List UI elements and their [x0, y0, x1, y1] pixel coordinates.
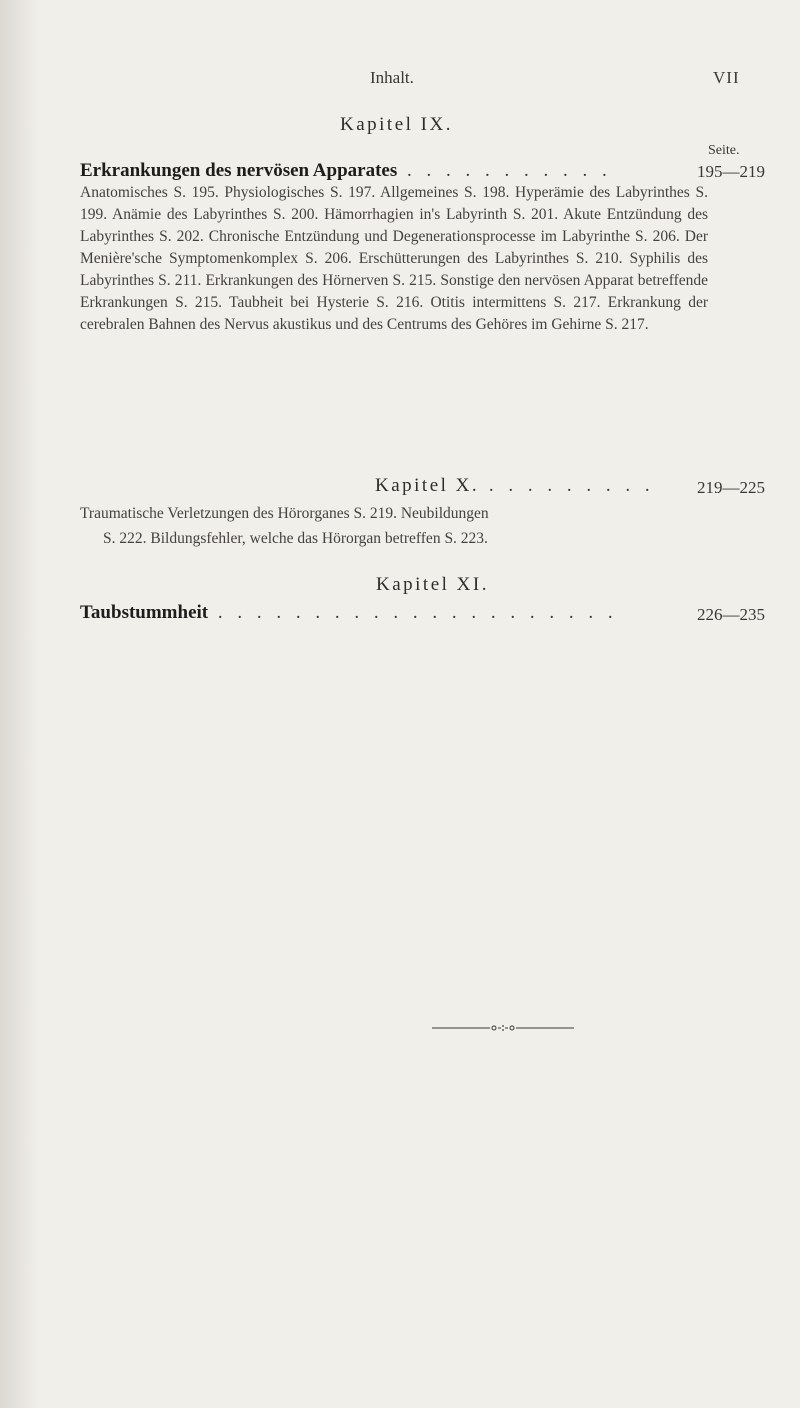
chapter-9-title-row	[80, 160, 612, 182]
chapter-11-heading: Kapitel XI.	[376, 574, 489, 595]
chapter-11-title: Taubstummheit	[80, 602, 209, 623]
leader-dots: . . . . . . . . . . .	[397, 160, 612, 181]
chapter-11-page-range: 226—235	[697, 605, 765, 624]
leader-dots: . . . . . . . . . . . . . . . . . . . . .	[208, 602, 618, 623]
divider-ornament-icon	[432, 1021, 574, 1035]
chapter-9-title: Erkrankungen des nervösen Apparates	[80, 160, 398, 181]
chapter-10-contents-line-2: S. 222. Bildungsfehler, welche das Hörorgan betreffen S. 223.	[103, 530, 488, 547]
running-header-title: Inhalt.	[370, 68, 414, 87]
page-column-label: Seite.	[708, 143, 740, 158]
page-edge-shadow	[0, 0, 40, 1408]
chapter-9-heading: Kapitel IX.	[340, 114, 453, 135]
chapter-10-heading-row	[375, 475, 655, 497]
leader-dots: . . . . . . . . .	[479, 475, 655, 496]
chapter-10-page-range: 219—225	[697, 478, 765, 497]
chapter-9-page-range: 195—219	[697, 162, 765, 181]
chapter-9-contents: Anatomisches S. 195. Physiologisches S. 197. Allgemeines S. 198. Hyperämie des Labyrinthes S. 199. Anämie des Labyrinthes S. 200. Hämorrhagien in's Labyrinth S. 201. Akute Entzündung des Labyrinthes S. 202. Chronische Entzündung und Degenerationsprocesse im Labyrinthe S. 206. Der Menière'sche Symptomenkomplex S. 206. Erschütterungen des Labyrinthes S. 210. Syphilis des Labyrinthes S. 211. Erkrankungen des Hörnerven S. 215. Sonstige den nervösen Apparat betreffende Erkrankungen S. 215. Taubheit bei Hysterie S. 216. Otitis intermittens S. 217. Erkrankung der cerebralen Bahnen des Nervus akustikus und des Centrums des Gehöres im Gehirne S. 217.	[80, 184, 708, 333]
running-header-page-number: VII	[713, 68, 740, 87]
chapter-10-contents-line-1: Traumatische Verletzungen des Hörorganes S. 219. Neubildungen	[80, 505, 489, 522]
chapter-10-heading: Kapitel X.	[375, 475, 480, 496]
chapter-11-title-row	[80, 602, 618, 624]
